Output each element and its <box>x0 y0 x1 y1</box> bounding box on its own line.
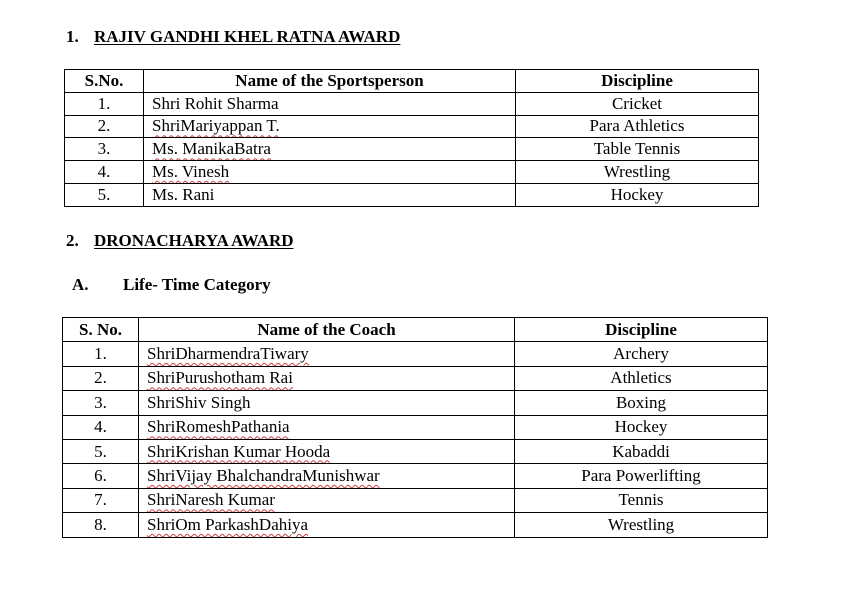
section-2-title: DRONACHARYA AWARD <box>94 231 294 250</box>
name-text: Ms. ManikaBatra <box>152 139 271 159</box>
cell-sno: 3. <box>63 391 139 415</box>
section-2-number: 2. <box>66 231 79 250</box>
table-row <box>63 439 768 463</box>
cell-sno: 2. <box>63 366 139 390</box>
section-1-heading <box>66 27 400 47</box>
cell-discipline: Para Athletics <box>516 115 759 138</box>
table-row <box>65 115 759 138</box>
table-header-row <box>63 318 768 342</box>
cell-discipline: Table Tennis <box>516 138 759 161</box>
cell-discipline: Para Powerlifting <box>515 464 768 488</box>
cell-discipline: Kabaddi <box>515 439 768 463</box>
cell-name <box>144 138 516 161</box>
cell-sno: 6. <box>63 464 139 488</box>
header-discipline: Discipline <box>515 318 768 342</box>
cell-discipline: Wrestling <box>516 161 759 184</box>
cell-sno: 1. <box>63 342 139 366</box>
cell-sno: 7. <box>63 488 139 512</box>
cell-name <box>139 366 515 390</box>
cell-sno: 8. <box>63 513 139 537</box>
name-text: ShriDharmendraTiwary <box>147 344 309 364</box>
dronacharya-table <box>62 317 768 538</box>
cell-sno: 2. <box>65 115 144 138</box>
table-row <box>65 161 759 184</box>
cell-name <box>139 342 515 366</box>
name-text: Shri Rohit Sharma <box>152 93 279 113</box>
table-header-row <box>65 70 759 93</box>
cell-sno: 5. <box>65 183 144 206</box>
cell-name <box>139 464 515 488</box>
section-1-number: 1. <box>66 27 79 46</box>
table-row <box>63 464 768 488</box>
cell-name <box>144 92 516 115</box>
cell-sno: 3. <box>65 138 144 161</box>
header-sno: S.No. <box>65 70 144 93</box>
cell-name <box>139 415 515 439</box>
name-text: ShriVijay BhalchandraMunishwar <box>147 466 380 486</box>
table-row <box>65 183 759 206</box>
khel-ratna-table <box>64 69 759 207</box>
cell-discipline: Hockey <box>515 415 768 439</box>
name-text: ShriOm ParkashDahiya <box>147 514 309 534</box>
cell-discipline: Wrestling <box>515 513 768 537</box>
table-row <box>63 391 768 415</box>
cell-discipline: Archery <box>515 342 768 366</box>
subsection-a-label: A. <box>72 275 89 294</box>
name-text: Ms. Rani <box>152 184 215 204</box>
cell-sno: 5. <box>63 439 139 463</box>
cell-discipline: Cricket <box>516 92 759 115</box>
section-1-title: RAJIV GANDHI KHEL RATNA AWARD <box>94 27 401 46</box>
subsection-a-heading <box>72 275 271 295</box>
cell-sno: 1. <box>65 92 144 115</box>
cell-sno: 4. <box>65 161 144 184</box>
cell-name <box>139 439 515 463</box>
name-text: ShriShiv Singh <box>147 392 251 412</box>
cell-name <box>139 488 515 512</box>
cell-name <box>139 513 515 537</box>
table-row <box>63 488 768 512</box>
name-text: ShriNaresh Kumar <box>147 490 275 510</box>
name-text: ShriRomeshPathania <box>147 417 290 437</box>
cell-discipline: Hockey <box>516 183 759 206</box>
subsection-a-title: Life- Time Category <box>123 275 271 294</box>
table-row <box>65 92 759 115</box>
header-sno: S. No. <box>63 318 139 342</box>
cell-name <box>139 391 515 415</box>
table-row <box>63 342 768 366</box>
header-name: Name of the Sportsperson <box>144 70 516 93</box>
table-row <box>63 366 768 390</box>
header-name: Name of the Coach <box>139 318 515 342</box>
table-row <box>63 415 768 439</box>
section-2-heading <box>66 231 294 251</box>
header-discipline: Discipline <box>516 70 759 93</box>
cell-name <box>144 161 516 184</box>
name-text: ShriKrishan Kumar Hooda <box>147 441 331 461</box>
cell-discipline: Athletics <box>515 366 768 390</box>
cell-discipline: Boxing <box>515 391 768 415</box>
table-row <box>63 513 768 537</box>
name-text: ShriPurushotham Rai <box>147 368 293 388</box>
name-text: ShriMariyappan T. <box>152 116 280 136</box>
cell-discipline: Tennis <box>515 488 768 512</box>
name-text: Ms. Vinesh <box>152 162 230 182</box>
table-row <box>65 138 759 161</box>
cell-sno: 4. <box>63 415 139 439</box>
cell-name <box>144 115 516 138</box>
cell-name <box>144 183 516 206</box>
